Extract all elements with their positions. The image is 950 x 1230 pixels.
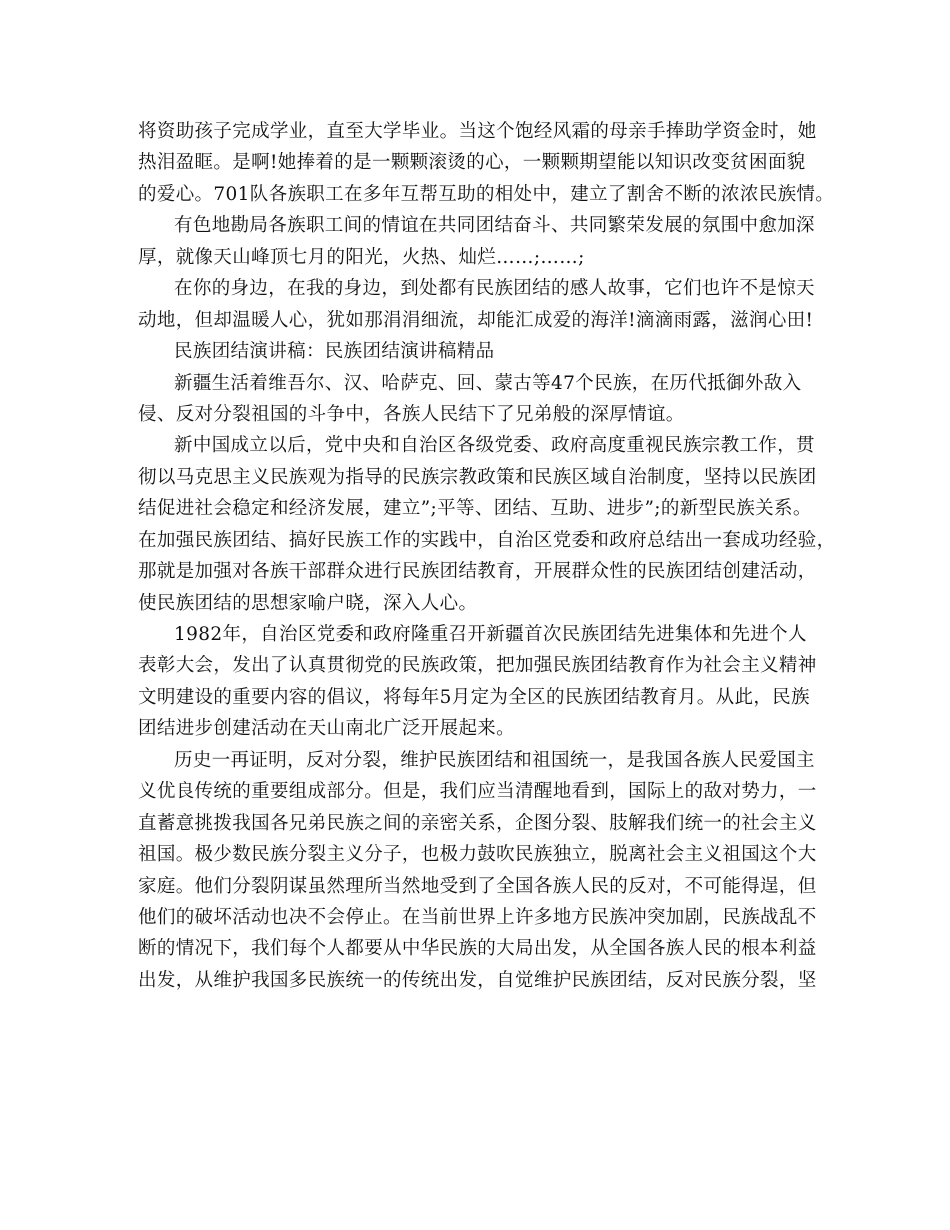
text-line: 表彰大会，发出了认真贯彻党的民族政策，把加强民族团结教育作为社会主义精神 xyxy=(138,655,817,677)
text-line: 在你的身边，在我的身边，到处都有民族团结的感人故事，它们也许不是惊天 xyxy=(174,278,815,300)
text-line: 新中国成立以后，党中央和自治区各级党委、政府高度重视民族宗教工作，贯 xyxy=(174,435,815,457)
text-line: 民族团结演讲稿：民族团结演讲稿精品 xyxy=(174,341,495,363)
text-line: 的爱心。701队各族职工在多年互帮互助的相处中，建立了割舍不断的浓浓民族情。 xyxy=(138,183,835,205)
text-line: 使民族团结的思想家喻户晓，深入人心。 xyxy=(138,592,478,614)
text-line: 新疆生活着维吾尔、汉、哈萨克、回、蒙古等47个民族，在历代抵御外敌入 xyxy=(174,372,802,394)
document-body xyxy=(138,116,836,996)
text-line: 出发，从维护我国多民族统一的传统出发，自觉维护民族团结，反对民族分裂，坚 xyxy=(138,969,817,991)
text-line: 热泪盈眶。是啊!她捧着的是一颗颗滚烫的心，一颗颗期望能以知识改变贫困面貌 xyxy=(138,152,806,174)
text-line: 结促进社会稳定和经济发展，建立”;平等、团结、互助、进步”;的新型民族关系。 xyxy=(138,498,812,520)
text-line: 团结进步创建活动在天山南北广泛开展起来。 xyxy=(138,718,516,740)
text-line: 在加强民族团结、搞好民族工作的实践中，自治区党委和政府总结出一套成功经验， xyxy=(138,529,836,551)
text-line: 有色地勘局各族职工间的情谊在共同团结奋斗、共同繁荣发展的氛围中愈加深 xyxy=(174,215,815,237)
text-line: 彻以马克思主义民族观为指导的民族宗教政策和民族区域自治制度，坚持以民族团 xyxy=(138,466,817,488)
text-line: 直蓄意挑拨我国各兄弟民族之间的亲密关系，企图分裂、肢解我们统一的社会主义 xyxy=(138,812,817,834)
text-line: 文明建设的重要内容的倡议，将每年5月定为全区的民族团结教育月。从此，民族 xyxy=(138,686,810,708)
text-line: 断的情况下，我们每个人都要从中华民族的大局出发，从全国各族人民的根本利益 xyxy=(138,938,817,960)
text-line: 动地，但却温暖人心，犹如那涓涓细流，却能汇成爱的海洋!滴滴雨露，滋润心田! xyxy=(138,309,814,331)
text-line: 厚，就像天山峰顶七月的阳光，火热、灿烂……;……; xyxy=(138,246,585,268)
text-line: 1982年，自治区党委和政府隆重召开新疆首次民族团结先进集体和先进个人 xyxy=(174,624,807,645)
text-line: 他们的破坏活动也决不会停止。在当前世界上许多地方民族冲突加剧，民族战乱不 xyxy=(138,906,817,928)
text-line: 义优良传统的重要组成部分。但是，我们应当清醒地看到，国际上的敌对势力，一 xyxy=(138,781,817,803)
text-line: 那就是加强对各族干部群众进行民族团结教育，开展群众性的民族团结创建活动， xyxy=(138,561,817,583)
text-line: 历史一再证明，反对分裂，维护民族团结和祖国统一，是我国各族人民爱国主 xyxy=(174,749,815,771)
text-line: 将资助孩子完成学业，直至大学毕业。当这个饱经风霜的母亲手捧助学资金时，她 xyxy=(138,121,817,142)
text-line: 家庭。他们分裂阴谋虽然理所当然地受到了全国各族人民的反对，不可能得逞，但 xyxy=(138,875,817,897)
text-line: 祖国。极少数民族分裂主义分子，也极力鼓吹民族独立，脱离社会主义祖国这个大 xyxy=(138,844,817,866)
text-line: 侵、反对分裂祖国的斗争中，各族人民结下了兄弟般的深厚情谊。 xyxy=(138,403,685,425)
